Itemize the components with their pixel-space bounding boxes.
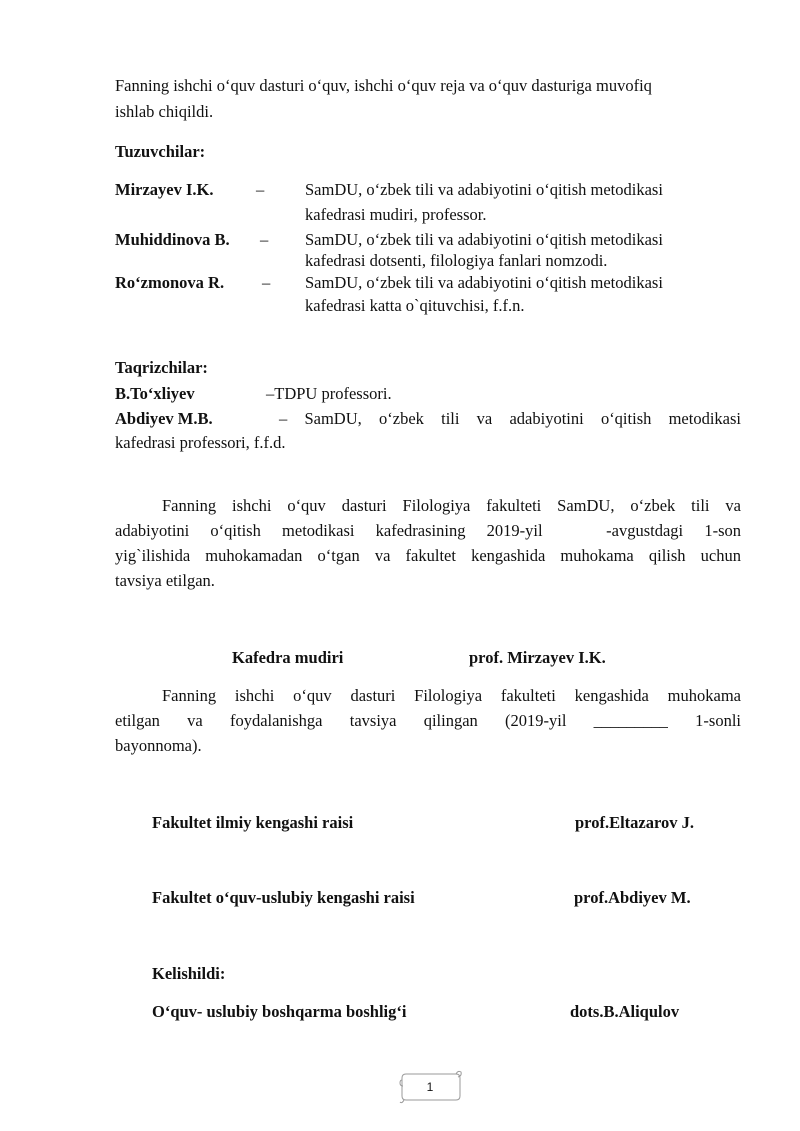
reviewer-name-2: Abdiyev M.B.: [115, 409, 213, 428]
signature-name-2: prof.Abdiyev M.: [574, 888, 691, 907]
reviewer-desc-2b: kafedrasi professori, f.f.d.: [115, 433, 286, 452]
council-line-1: Fanning ishchi o‘quv dasturi Filologiya fakulteti kengashida muhokama: [162, 686, 741, 705]
agreed-heading: Kelishildi:: [152, 964, 226, 983]
recommend-line-2: adabiyotini o‘qitish metodikasi kafedrasining 2019-yil -avgustdagi 1-son: [115, 521, 741, 540]
page-number-box: [398, 1068, 462, 1106]
council-line-2: etilgan va foydalanishga tavsiya qilingan (2019-yil _________ 1-sonli: [115, 711, 741, 730]
author-name-3: Ro‘zmonova R.: [115, 273, 225, 292]
signature-title-2: Fakultet o‘quv-uslubiy kengashi raisi: [152, 888, 415, 907]
recommend-line-1: Fanning ishchi o‘quv dasturi Filologiya fakulteti SamDU, o‘zbek tili va: [162, 496, 741, 515]
author-dash-3: –: [262, 273, 271, 292]
page-number: 1: [426, 1080, 434, 1094]
reviewer-row-2: [115, 409, 741, 429]
head-of-dept-title: Kafedra mudiri: [232, 648, 344, 667]
agreed-name: dots.B.Aliqulov: [570, 1002, 680, 1021]
author-name-2: Muhiddinova B.: [115, 230, 230, 249]
author-desc-2b: kafedrasi dotsenti, filologiya fanlari nomzodi.: [305, 251, 608, 270]
author-desc-1b: kafedrasi mudiri, professor.: [305, 205, 487, 224]
council-line-3: bayonnoma).: [115, 736, 202, 755]
author-desc-3b: kafedrasi katta o`qituvchisi, f.f.n.: [305, 296, 525, 315]
recommend-line-4: tavsiya etilgan.: [115, 571, 215, 590]
agreed-title: O‘quv- uslubiy boshqarma boshlig‘i: [152, 1002, 407, 1021]
author-desc-2: SamDU, o‘zbek tili va adabiyotini o‘qitish metodikasi: [305, 230, 663, 249]
recommend-line-3: yig`ilishida muhokamadan o‘tgan va fakultet kengashida muhokama qilish uchun: [115, 546, 741, 565]
author-desc-3: SamDU, o‘zbek tili va adabiyotini o‘qitish metodikasi: [305, 273, 663, 292]
intro-line-1: Fanning ishchi o‘quv dasturi o‘quv, ishchi o‘quv reja va o‘quv dasturiga muvofiq: [115, 76, 652, 95]
author-desc-1: SamDU, o‘zbek tili va adabiyotini o‘qitish metodikasi: [305, 180, 663, 199]
author-name-1: Mirzayev I.K.: [115, 180, 214, 199]
author-dash-1: –: [256, 180, 265, 199]
reviewers-heading: Taqrizchilar:: [115, 358, 208, 377]
signature-title-1: Fakultet ilmiy kengashi raisi: [152, 813, 354, 832]
reviewer-name-1: B.To‘xliyev: [115, 384, 195, 403]
signature-name-1: prof.Eltazarov J.: [575, 813, 695, 832]
reviewer-desc-2: – SamDU, o‘zbek tili va adabiyotini o‘qitish metodikasi: [279, 409, 741, 428]
authors-heading: Tuzuvchilar:: [115, 142, 206, 161]
intro-line-2: ishlab chiqildi.: [115, 102, 214, 121]
author-dash-2: –: [260, 230, 269, 249]
head-of-dept-name: prof. Mirzayev I.K.: [469, 648, 606, 667]
reviewer-desc-1: –TDPU professori.: [266, 384, 392, 403]
